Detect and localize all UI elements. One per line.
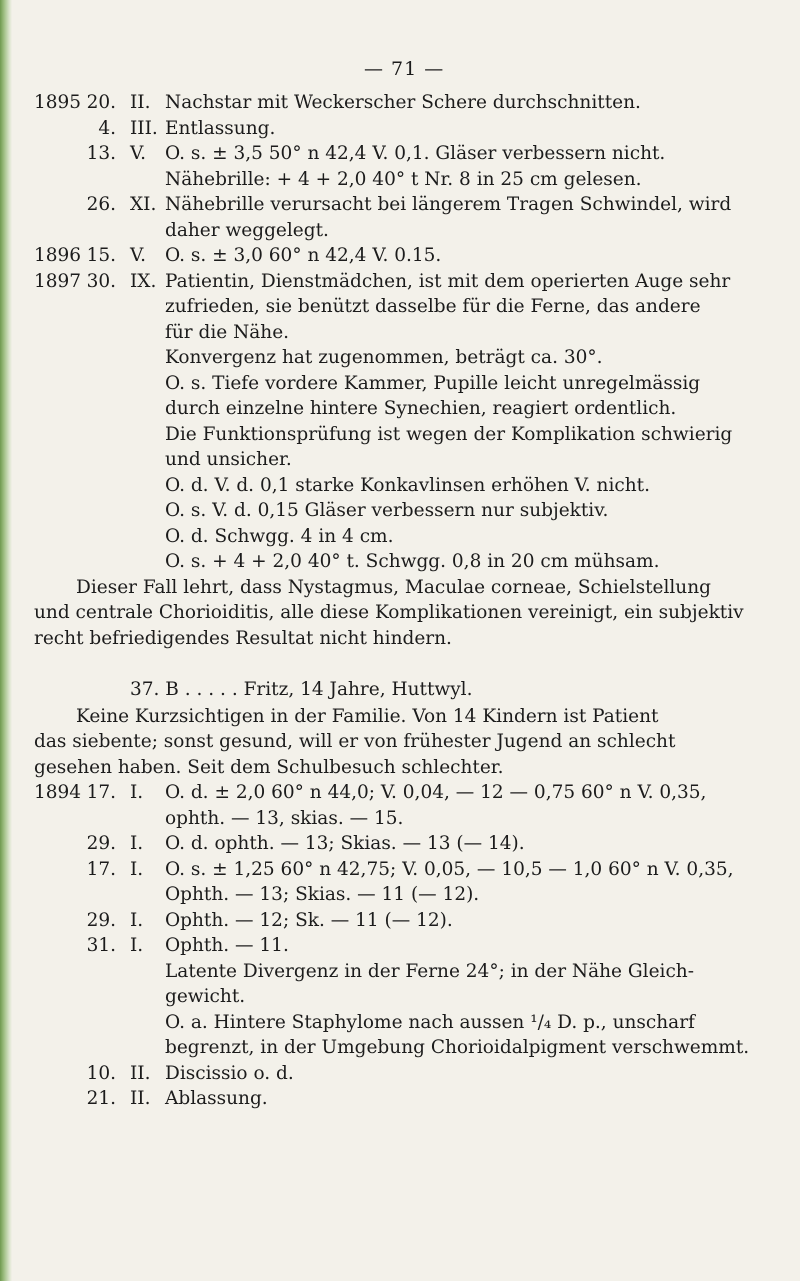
entry-text: [165, 90, 777, 116]
entry-day: 15.: [86, 245, 116, 266]
entry-row: [34, 141, 784, 192]
entry-line: O. s. ± 1,25 60° n 42,75; V. 0,05, — 10,5 — 1,0 60° n V. 0,35,: [165, 858, 734, 880]
entry-line: O. s. ± 3,0 60° n 42,4 V. 0.15.: [165, 245, 442, 266]
entry-month: I.: [130, 909, 144, 931]
entry-text: [165, 141, 777, 192]
entry-text: [165, 857, 777, 908]
paragraph-line: Dieser Fall lehrt, dass Nystagmus, Maculae corneae, Schielstellung: [76, 576, 711, 598]
paragraph-line: gesehen haben. Seit dem Schulbesuch schlechter.: [34, 756, 504, 778]
entry-text: [165, 116, 777, 142]
entry-month: I.: [130, 858, 144, 880]
entry-text: [165, 192, 777, 243]
paragraph-line: recht befriedigendes Resultat nicht hindern.: [34, 627, 452, 649]
entry-row: [34, 192, 784, 243]
entry-day: 13.: [86, 143, 116, 164]
entry-line: Entlassung.: [165, 117, 276, 139]
entry-line: O. s. + 4 + 2,0 40° t. Schwgg. 0,8 in 20 cm mühsam.: [165, 551, 660, 572]
entry-line: Nähebrille verursacht bei längerem Tragen Schwindel, wird: [165, 194, 732, 215]
entry-line: O. s. Tiefe vordere Kammer, Pupille leicht unregelmässig: [165, 372, 701, 394]
entry-row: [34, 780, 784, 831]
entry-line: Discissio o. d.: [165, 1062, 294, 1084]
paragraph-conclusion: [34, 575, 754, 652]
entry-month: V.: [130, 143, 147, 164]
entry-line: daher weggelegt.: [165, 219, 329, 241]
entry-line: Die Funktionsprüfung ist wegen der Komplikation schwierig: [165, 423, 733, 445]
entry-line: Nähebrille: + 4 + 2,0 40° t Nr. 8 in 25 cm gelesen.: [165, 168, 642, 190]
entry-line: Patientin, Dienstmädchen, ist mit dem operierten Auge sehr: [165, 270, 731, 292]
entry-row: [34, 1061, 784, 1087]
entry-line: und unsicher.: [165, 449, 292, 470]
entry-line: O. d. ± 2,0 60° n 44,0; V. 0,04, — 12 — 0,75 60° n V. 0,35,: [165, 782, 707, 803]
entry-day: 30.: [86, 270, 116, 292]
entry-line: für die Nähe.: [165, 321, 290, 343]
entry-day: 20.: [86, 92, 116, 113]
entry-line: begrenzt, in der Umgebung Chorioidalpigment verschwemmt.: [165, 1037, 750, 1058]
entry-row: [34, 269, 784, 575]
entry-month: IX.: [130, 270, 157, 292]
entry-text: [165, 269, 777, 575]
entry-text: [165, 908, 777, 934]
entries-list-a: [34, 90, 784, 575]
entry-line: O. a. Hintere Staphylome nach aussen ¹/₄ D. p., unscharf: [165, 1011, 695, 1033]
entry-line: durch einzelne hintere Synechien, reagiert ordentlich.: [165, 398, 677, 419]
entry-month: I.: [130, 782, 144, 803]
entry-day: 17.: [86, 782, 116, 803]
entry-month: III.: [130, 117, 158, 139]
entry-text: [165, 243, 777, 269]
entry-text: [165, 780, 777, 831]
page-number: — 71 —: [364, 58, 445, 80]
entry-month: V.: [130, 245, 147, 266]
entry-row: [34, 831, 784, 857]
entry-month: I.: [130, 935, 144, 956]
entry-day: 21.: [86, 1088, 116, 1109]
entry-line: O. d. V. d. 0,1 starke Konkavlinsen erhöhen V. nicht.: [165, 474, 650, 496]
entry-row: [34, 1086, 784, 1112]
page-body: [34, 90, 784, 1112]
entry-line: ophth. — 13, skias. — 15.: [165, 807, 404, 829]
entry-year: 1895: [34, 92, 82, 113]
entry-text: [165, 1061, 777, 1087]
entries-list-b: [34, 780, 784, 1112]
entry-row: [34, 857, 784, 908]
entry-line: Ablassung.: [165, 1088, 268, 1109]
entry-day: 29.: [86, 833, 116, 854]
case-title: 37. B . . . . . Fritz, 14 Jahre, Huttwyl.: [130, 679, 473, 700]
entry-row: [34, 243, 784, 269]
entry-day: 29.: [86, 909, 116, 931]
entry-year: 1894: [34, 782, 82, 803]
entry-line: Latente Divergenz in der Ferne 24°; in der Nähe Gleich-: [165, 960, 694, 982]
entry-line: Ophth. — 12; Sk. — 11 (— 12).: [165, 909, 453, 931]
entry-year: 1896: [34, 245, 82, 266]
entry-day: 17.: [86, 858, 116, 880]
entry-line: O. d. Schwgg. 4 in 4 cm.: [165, 525, 394, 547]
entry-row: [34, 933, 784, 1061]
entry-row: [34, 116, 784, 142]
entry-day: 10.: [86, 1062, 116, 1084]
entry-line: Ophth. — 11.: [165, 935, 289, 956]
entry-day: 31.: [86, 935, 116, 956]
entry-line: O. d. ophth. — 13; Skias. — 13 (— 14).: [165, 833, 525, 854]
entry-line: Ophth. — 13; Skias. — 11 (— 12).: [165, 884, 480, 905]
paragraph-history: [34, 704, 754, 781]
entry-line: O. s. ± 3,5 50° n 42,4 V. 0,1. Gläser verbessern nicht.: [165, 143, 666, 164]
entry-line: Konvergenz hat zugenommen, beträgt ca. 30°.: [165, 347, 603, 368]
entry-row: [34, 908, 784, 934]
entry-text: [165, 1086, 777, 1112]
entry-line: gewicht.: [165, 986, 246, 1007]
paragraph-line: das siebente; sonst gesund, will er von frühester Jugend an schlecht: [34, 731, 676, 752]
entry-day: 4.: [98, 117, 116, 139]
entry-day: 26.: [86, 194, 116, 215]
book-binding-edge: [0, 0, 12, 1281]
entry-month: I.: [130, 833, 144, 854]
entry-line: Nachstar mit Weckerscher Schere durchschnitten.: [165, 92, 641, 113]
paragraph-line: Keine Kurzsichtigen in der Familie. Von 14 Kindern ist Patient: [76, 705, 659, 727]
entry-line: zufrieden, sie benützt dasselbe für die Ferne, das andere: [165, 296, 701, 317]
entry-year: 1897: [34, 270, 82, 292]
entry-month: II.: [130, 1088, 151, 1109]
entry-text: [165, 831, 777, 857]
paragraph-line: und centrale Chorioiditis, alle diese Komplikationen vereinigt, ein subjektiv: [34, 602, 744, 623]
entry-text: [165, 933, 777, 1061]
entry-line: O. s. V. d. 0,15 Gläser verbessern nur subjektiv.: [165, 500, 609, 521]
entry-month: XI.: [130, 194, 157, 215]
entry-row: [34, 90, 784, 116]
entry-month: II.: [130, 1062, 151, 1084]
entry-month: II.: [130, 92, 151, 113]
